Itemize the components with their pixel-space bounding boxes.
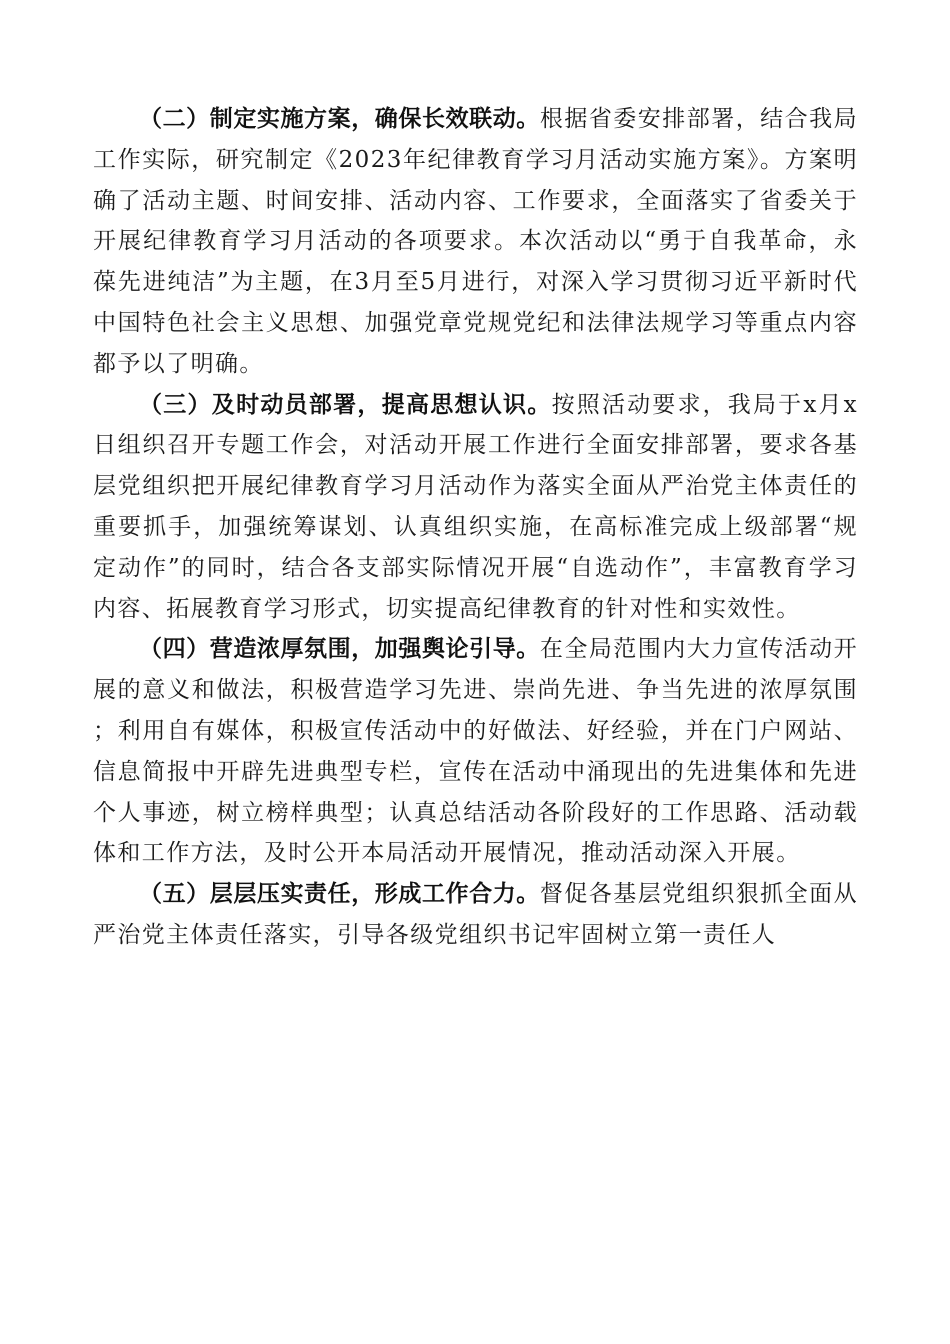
paragraph-text: 在全局范围内大力宣传活动开展的意义和做法，积极营造学习先进、崇尚先进、争当先进的浓厚氛围；利用自有媒体，积极宣传活动中的好做法、好经验，并在门户网站、信息简报中开辟先进典型专栏，宣传在活动中涌现出的先进集体和先进个人事迹，树立榜样典型；认真总结活动各阶段好的工作思路、活动载体和工作方法，及时公开本局活动开展情况，推动活动深入开展。 bbox=[93, 636, 859, 867]
document-body bbox=[93, 99, 858, 956]
paragraph-5 bbox=[93, 874, 858, 956]
paragraph-3 bbox=[93, 385, 858, 630]
paragraph-2 bbox=[93, 99, 858, 385]
paragraph-heading: （四）营造浓厚氛围，加强舆论引导。 bbox=[139, 636, 540, 663]
paragraph-heading: （五）层层压实责任，形成工作合力。 bbox=[139, 881, 540, 908]
paragraph-4 bbox=[93, 629, 858, 874]
paragraph-heading: （二）制定实施方案，确保长效联动。 bbox=[139, 106, 540, 132]
paragraph-text: 督促各基层党组织狠抓全面从严治党主体责任落实，引导各级党组织书记牢固树立第一责任人 bbox=[93, 881, 859, 948]
paragraph-text: 根据省委安排部署，结合我局工作实际，研究制定《2023年纪律教育学习月活动实施方案》。方案明确了活动主题、时间安排、活动内容、工作要求，全面落实了省委关于开展纪律教育学习月活动的各项要求。本次活动以“勇于自我革命，永葆先进纯洁”为主题，在3月至5月进行，对深入学习贯彻习近平新时代中国特色社会主义思想、加强党章党规党纪和法律法规学习等重点内容都予以了明确。 bbox=[93, 106, 859, 377]
paragraph-heading: （三）及时动员部署，提高思想认识。 bbox=[139, 391, 552, 418]
paragraph-text: 按照活动要求，我局于x月x日组织召开专题工作会，对活动开展工作进行全面安排部署，要求各基层党组织把开展纪律教育学习月活动作为落实全面从严治党主体责任的重要抓手，加强统筹谋划、认真组织实施，在高标准完成上级部署“规定动作”的同时，结合各支部实际情况开展“自选动作”，丰富教育学习内容、拓展教育学习形式，切实提高纪律教育的针对性和实效性。 bbox=[93, 391, 858, 622]
